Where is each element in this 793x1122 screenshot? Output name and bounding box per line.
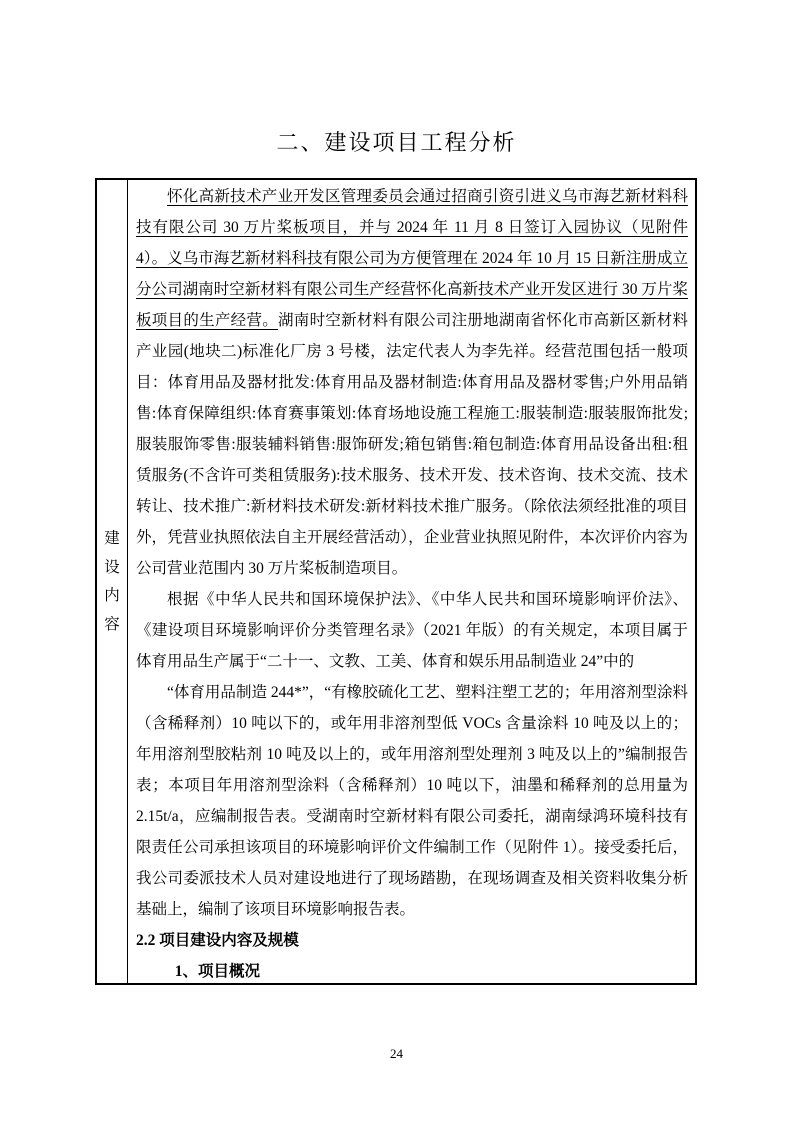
row-label — [97, 180, 128, 983]
content-table — [95, 178, 697, 985]
paragraph — [136, 584, 688, 677]
paragraph — [136, 181, 688, 584]
paragraph — [136, 925, 688, 956]
text-segment: 1、项目概况 — [174, 963, 261, 980]
paragraph — [136, 677, 688, 925]
text-segment: 根据《中华人民共和国环境保护法》、《中华人民共和国环境影响评价法》、《建设项目环境影响评价分类管理名录》（2021 年版）的有关规定，本项目属于体育用品生产属于“二十一、文教、工美、体育和娱乐用品制造业 24”中的 — [136, 591, 688, 670]
paragraph — [136, 956, 688, 983]
text-segment: “体育用品制造 244*”，“有橡胶硫化工艺、塑料注塑工艺的；年用溶剂型涂料（含稀释剂）10 吨以下的，或年用非溶剂型低 VOCs 含量涂料 10 吨及以上的；年用溶剂型胶粘剂 10 吨及以上的，或年用溶剂型处理剂 3 吨及以上的”编制报告表；本项目年用溶剂型涂料（含稀释剂）10 吨以下，油墨和稀释剂的总用量为 2.15t/a，应编制报告表。受湖南时空新材料有限公司委托，湖南绿鸿环境科技有限责任公司承担该项目的环境影响评价文件编制工作（见附件 1）。接受委托后，我公司委派技术人员对建设地进行了现场踏勘，在现场调查及相关资料收集分析基础上，编制了该项目环境影响报告表。 — [136, 684, 688, 918]
text-segment: 2.2 项目建设内容及规模 — [136, 932, 299, 949]
row-label-char: 内 — [104, 587, 120, 604]
row-label-char: 设 — [104, 558, 120, 576]
text-segment: 湖南时空新材料有限公司注册地湖南省怀化市高新区新材料产业园(地块二)标准化厂房 3 号楼，法定代表人为李先祥。经营范围包括一般项目：体育用品及器材批发:体育用品及器材制造:体育用品及器材零售;户外用品销售:体育保障组织:体育赛事策划:体育场地设施工程施工:服装制造:服装服饰批发;服装服饰零售:服装辅料销售:服饰研发;箱包销售:箱包制造:体育用品设备出租:租赁服务(不含许可类租赁服务):技术服务、技术开发、技术咨询、技术交流、技术转让、技术推广:新材料技术研发:新材料技术推广服务。（除依法须经批准的项目外，凭营业执照依法自主开展经营活动），企业营业执照见附件，本次评价内容为公司营业范围内 30 万片桨板制造项目。 — [136, 312, 688, 577]
text-segment: 怀化高新技术产业开发区管理委员会通过招商引资引进义乌市海艺新材料科技有限公司 30 万片桨板项目，并与 2024 年 11 月 8 日签订入园协议（见附件 4）。义乌市海艺新材料科技有限公司为方便管理在 2024 年 10 月 15 日新注册成立分公司湖南时空新材料有限公司生产经营怀化高新技术产业开发区进行 30 万片桨板项目的生产经营。 — [136, 188, 688, 329]
page-number: 24 — [390, 1046, 403, 1061]
content-cell — [128, 180, 695, 983]
row-label-char: 建 — [104, 530, 120, 547]
page-title: 二、建设项目工程分析 — [276, 130, 517, 155]
row-label-char: 容 — [104, 615, 120, 633]
